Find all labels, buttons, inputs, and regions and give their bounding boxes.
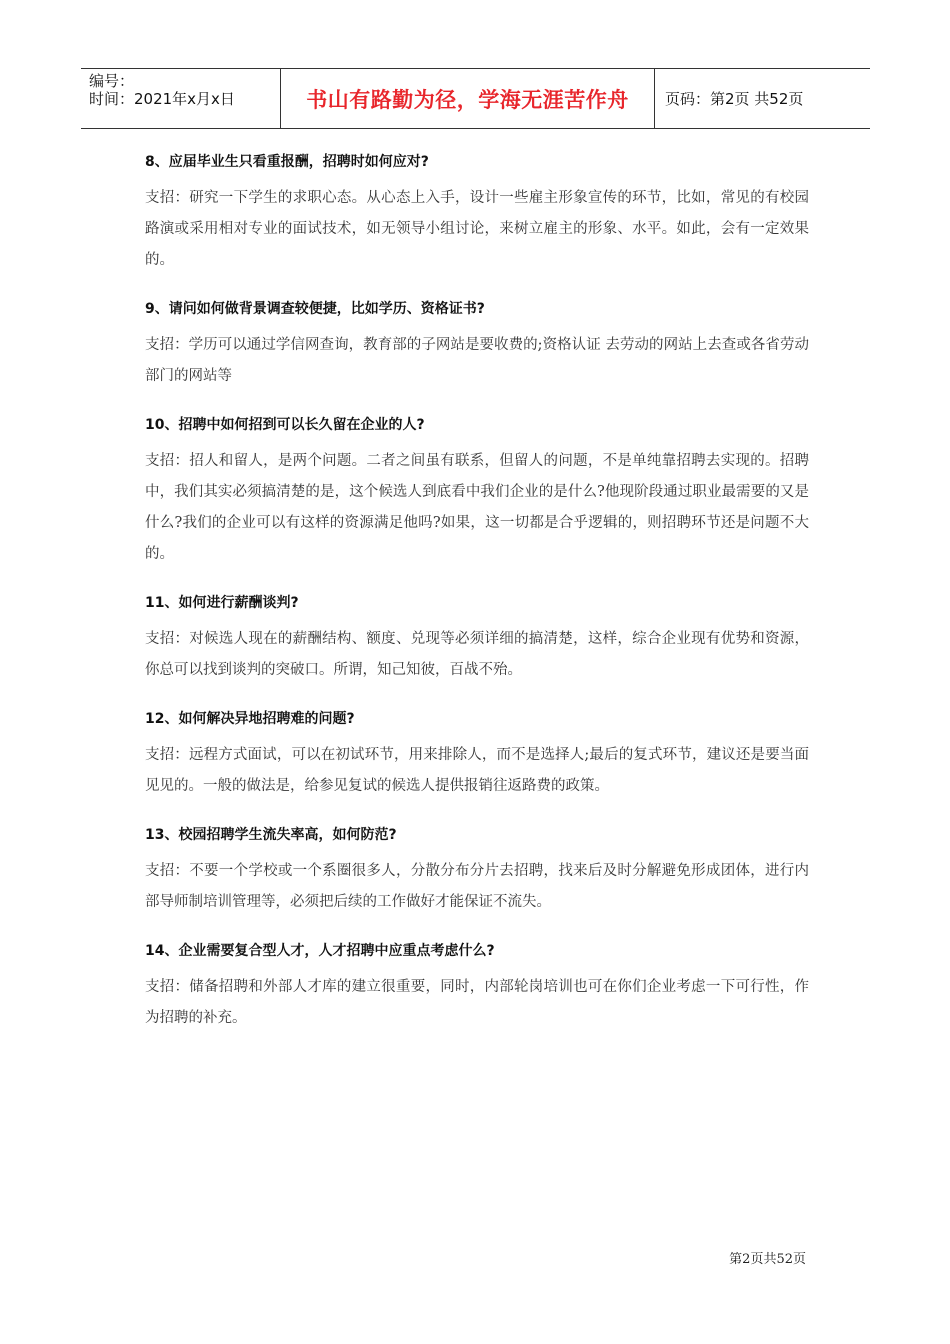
question-heading: 11、如何进行薪酬谈判? bbox=[145, 595, 299, 611]
answer-paragraph: 支招：储备招聘和外部人才库的建立很重要，同时，内部轮岗培训也可在你们企业考虑一下可行性，作为招聘的补充。 bbox=[145, 979, 809, 1026]
answer-paragraph: 支招：学历可以通过学信网查询，教育部的子网站是要收费的;资格认证 去劳动的网站上去查或各省劳动部门的网站等 bbox=[145, 337, 809, 384]
document-time: 时间：2021年x月x日 bbox=[89, 90, 235, 108]
answer-paragraph: 支招：远程方式面试，可以在初试环节，用来排除人，而不是选择人;最后的复式环节，建议还是要当面见见的。一般的做法是，给参见复试的候选人提供报销往返路费的政策。 bbox=[145, 747, 809, 794]
qa-item bbox=[145, 413, 809, 570]
page-header bbox=[81, 68, 870, 129]
answer-paragraph: 支招：招人和留人，是两个问题。二者之间虽有联系，但留人的问题，不是单纯靠招聘去实现的。招聘中，我们其实必须搞清楚的是，这个候选人到底看中我们企业的是什么?他现阶段通过职业最需要的又是什么?我们的企业可以有这样的资源满足他吗?如果，这一切都是合乎逻辑的，则招聘环节还是问题不大的。 bbox=[145, 453, 809, 562]
question-heading: 9、请问如何做背景调查较便捷，比如学历、资格证书? bbox=[145, 301, 485, 317]
qa-item bbox=[145, 823, 809, 918]
qa-item bbox=[145, 297, 809, 392]
question-heading: 14、企业需要复合型人才，人才招聘中应重点考虑什么? bbox=[145, 943, 495, 959]
document-number: 编号： bbox=[89, 72, 135, 90]
qa-item bbox=[145, 150, 809, 276]
qa-item bbox=[145, 707, 809, 802]
question-heading: 8、应届毕业生只看重报酬，招聘时如何应对? bbox=[145, 154, 429, 170]
footer-page-number: 第2页共52页 bbox=[729, 1252, 806, 1267]
qa-item bbox=[145, 591, 809, 686]
header-meta bbox=[81, 69, 281, 128]
answer-paragraph: 支招：不要一个学校或一个系圈很多人，分散分布分片去招聘，找来后及时分解避免形成团体，进行内部导师制培训管理等，必须把后续的工作做好才能保证不流失。 bbox=[145, 863, 809, 910]
question-heading: 13、校园招聘学生流失率高，如何防范? bbox=[145, 827, 397, 843]
header-motto: 书山有路勤为径，学海无涯苦作舟 bbox=[281, 69, 655, 128]
question-heading: 12、如何解决异地招聘难的问题? bbox=[145, 711, 355, 727]
document-body bbox=[145, 150, 809, 1055]
qa-item bbox=[145, 939, 809, 1034]
question-heading: 10、招聘中如何招到可以长久留在企业的人? bbox=[145, 417, 425, 433]
answer-paragraph: 支招：研究一下学生的求职心态。从心态上入手，设计一些雇主形象宣传的环节，比如，常见的有校园路演或采用相对专业的面试技术，如无领导小组讨论，来树立雇主的形象、水平。如此，会有一定效果的。 bbox=[145, 190, 809, 268]
answer-paragraph: 支招：对候选人现在的薪酬结构、额度、兑现等必须详细的搞清楚，这样，综合企业现有优势和资源，你总可以找到谈判的突破口。所谓，知己知彼，百战不殆。 bbox=[145, 631, 809, 678]
header-page-number: 页码：第2页 共52页 bbox=[665, 90, 804, 108]
